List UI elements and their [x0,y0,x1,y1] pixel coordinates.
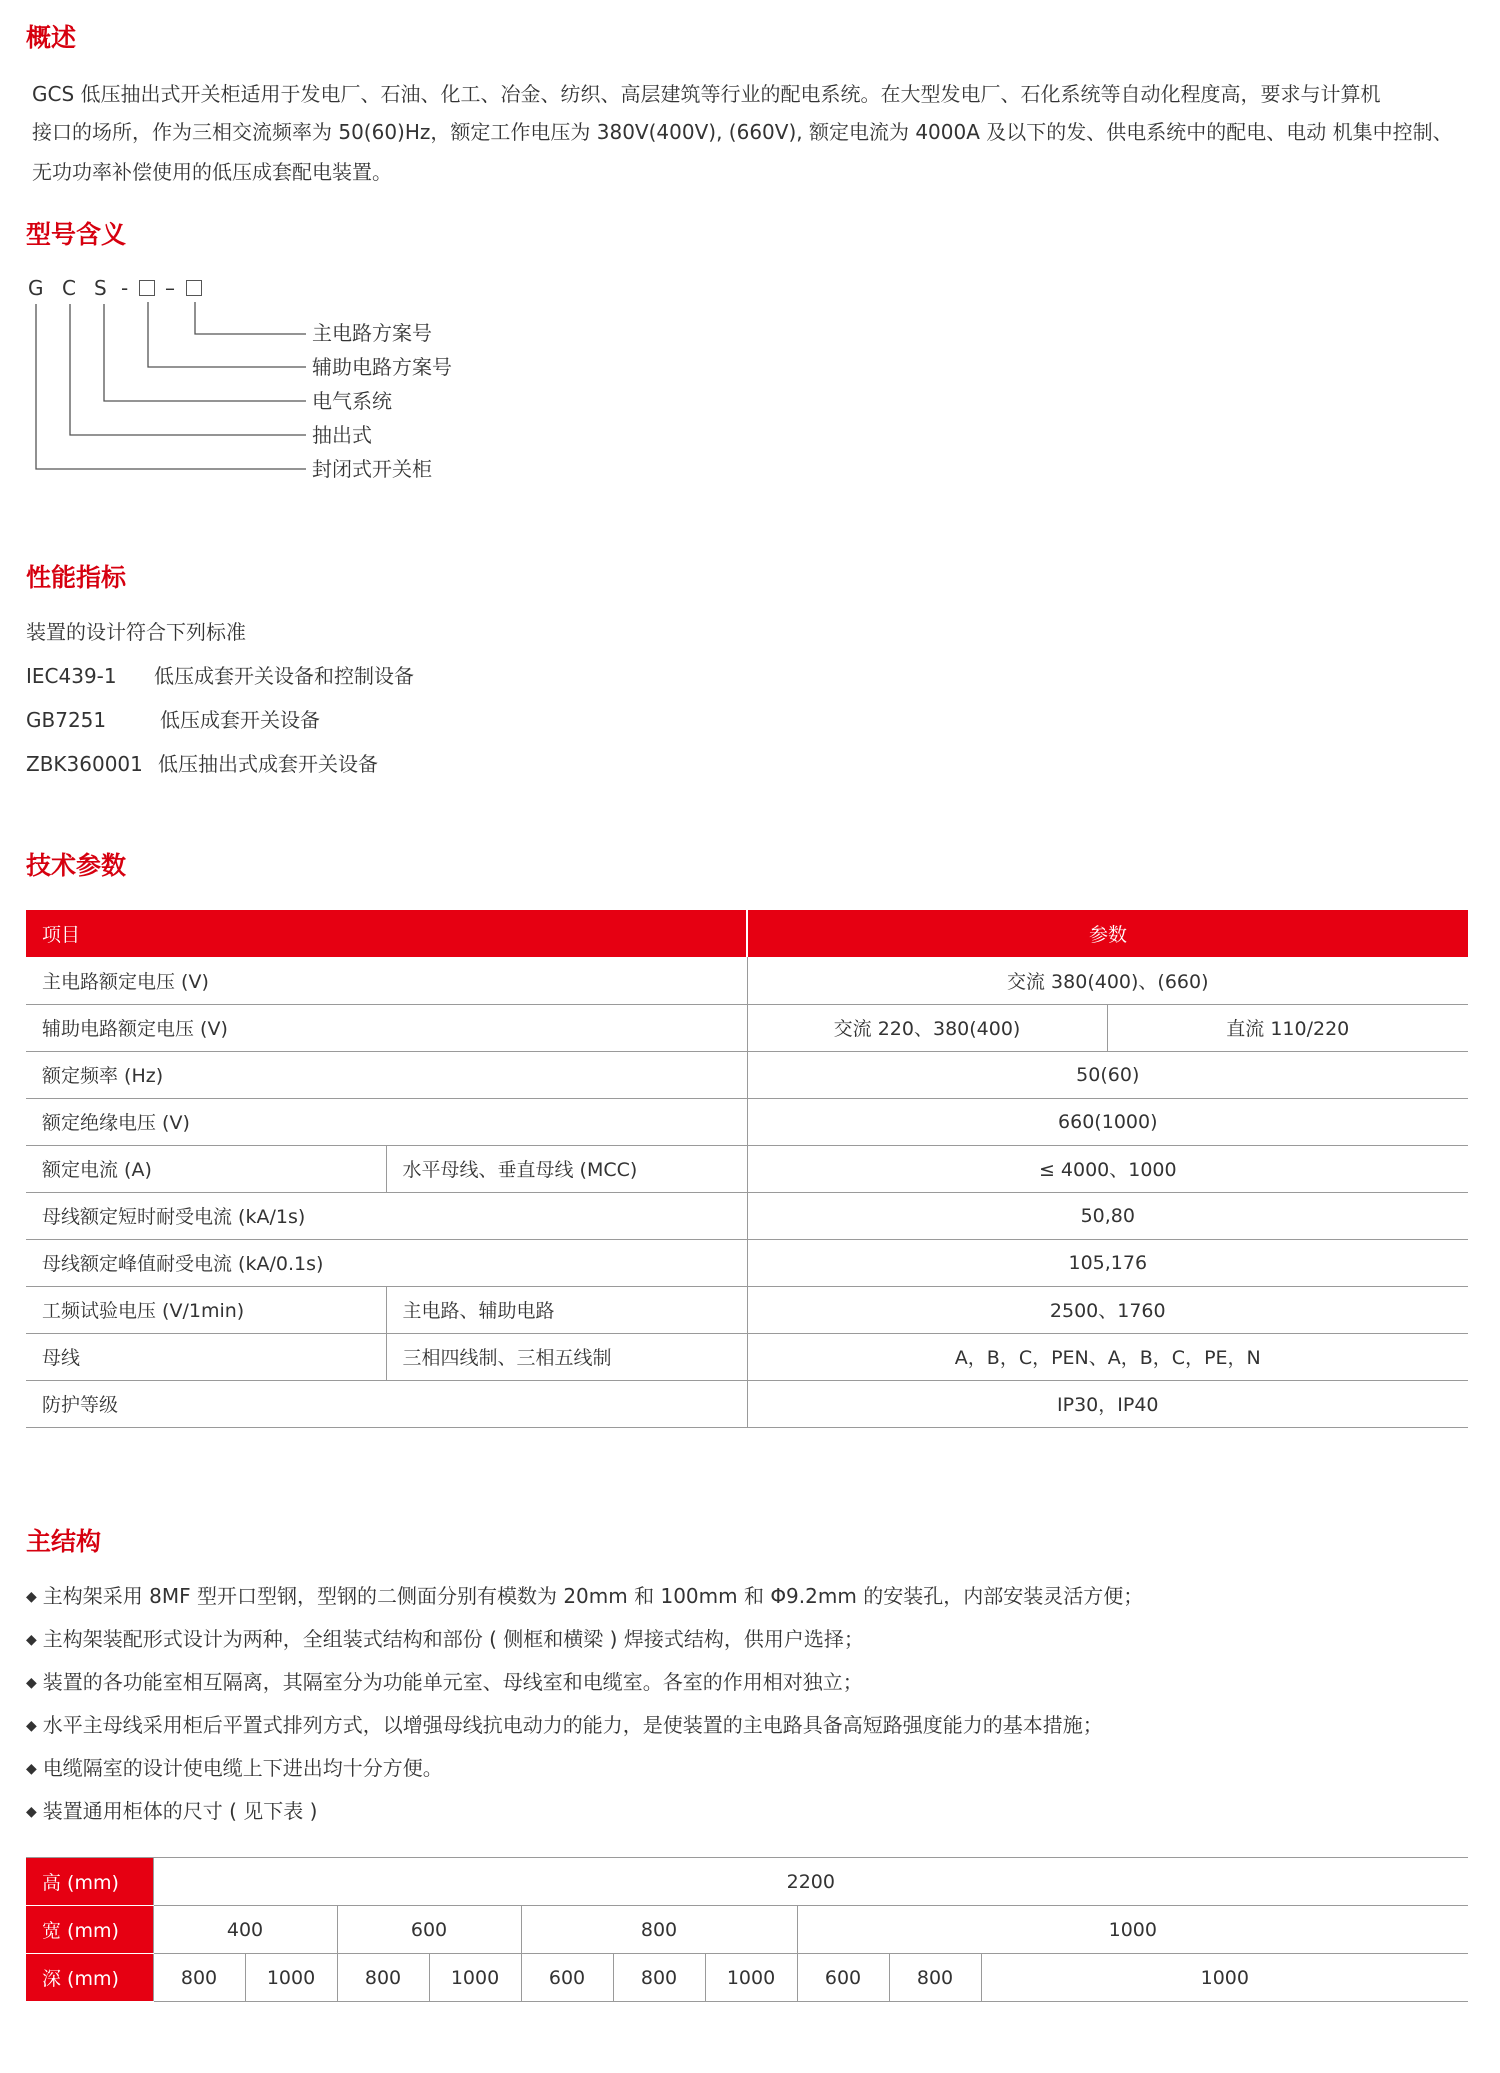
list-item [26,1623,864,1656]
dims-width-label: 宽 (mm) [26,1906,153,1954]
table-row [26,1192,1468,1239]
row-value-ac: 交流 220、380(400) [747,1004,1107,1051]
dims-depth-value: 1000 [981,1954,1468,2002]
bullet-text: 装置通用柜体的尺寸 ( 见下表 ) [42,1799,318,1823]
tech-header-param: 参数 [747,910,1468,957]
overview-title: 概述 [26,23,77,52]
bullet-text: 水平主母线采用柜后平置式排列方式，以增强母线抗电动力的能力，是使装置的主电路具备高短路强度能力的基本措施； [42,1713,1103,1737]
model-label-electrical-system: 电气系统 [312,389,392,413]
dims-depth-value: 800 [889,1954,981,2002]
dims-depth-value: 1000 [429,1954,521,2002]
dims-height-label: 高 (mm) [26,1858,153,1906]
list-item [26,1666,863,1699]
dims-width-value: 800 [521,1906,797,1954]
diamond-bullet-icon: ◆ [26,1718,37,1734]
table-row [26,957,1468,1004]
dims-height-row [26,1858,1468,1906]
tech-title: 技术参数 [26,851,127,880]
row-sub-label: 三相四线制、三相五线制 [386,1333,747,1380]
performance-intro: 装置的设计符合下列标准 [26,620,246,644]
model-dash-2: – [165,276,175,300]
row-value: 50(60) [747,1051,1468,1098]
diamond-bullet-icon: ◆ [26,1675,37,1691]
row-value: 2500、1760 [747,1286,1468,1333]
model-letter-s: S [94,276,107,300]
dims-depth-value: 600 [521,1954,613,2002]
table-row [26,1098,1468,1145]
model-connector-lines [0,0,320,480]
connector-electrical-system [104,304,306,401]
table-row [26,1145,1468,1192]
dims-depth-value: 800 [153,1954,245,2002]
row-value: 交流 380(400)、(660) [747,957,1468,1004]
bullet-text: 主构架采用 8MF 型开口型钢，型钢的二侧面分别有模数为 20mm 和 100mm 和 Φ9.2mm 的安装孔，内部安装灵活方便； [42,1584,1144,1608]
row-sub-label: 水平母线、垂直母线 (MCC) [386,1145,747,1192]
table-row [26,1333,1468,1380]
table-row [26,1004,1468,1051]
model-label-main-circuit: 主电路方案号 [312,321,432,345]
performance-title: 性能指标 [26,563,127,592]
connector-enclosed [36,304,306,469]
table-row [26,1380,1468,1427]
dims-height-value: 2200 [153,1858,1468,1906]
dims-depth-value: 1000 [245,1954,337,2002]
dims-depth-label: 深 (mm) [26,1954,153,2002]
model-title: 型号含义 [26,220,127,249]
row-label: 额定电流 (A) [26,1145,386,1192]
connector-main-circuit [195,302,306,334]
row-value: 50,80 [747,1192,1468,1239]
list-item [26,1580,1143,1613]
dims-depth-value: 800 [613,1954,705,2002]
bullet-text: 装置的各功能室相互隔离，其隔室分为功能单元室、母线室和电缆室。各室的作用相对独立； [42,1670,863,1694]
list-item [26,1709,1103,1742]
dims-width-value: 1000 [797,1906,1468,1954]
diamond-bullet-icon: ◆ [26,1589,37,1605]
overview-line-3: 无功功率补偿使用的低压成套配电装置。 [32,160,392,184]
row-sub-label: 主电路、辅助电路 [386,1286,747,1333]
list-item [26,1752,443,1785]
dims-depth-value: 1000 [705,1954,797,2002]
table-row [26,1239,1468,1286]
dimensions-table [26,1857,1468,2002]
model-letter-c: C [62,276,76,300]
diamond-bullet-icon: ◆ [26,1804,37,1820]
model-dash-1: - [121,276,129,300]
row-label: 母线额定峰值耐受电流 (kA/0.1s) [26,1239,747,1286]
structure-title: 主结构 [26,1527,102,1556]
list-item [26,1795,317,1828]
standard-name-3: 低压抽出式成套开关设备 [158,752,378,776]
standard-name-1: 低压成套开关设备和控制设备 [154,664,414,688]
row-value: 105,176 [747,1239,1468,1286]
diamond-bullet-icon: ◆ [26,1761,37,1777]
bullet-text: 主构架装配形式设计为两种，全组装式结构和部份 ( 侧框和横梁 ) 焊接式结构，供用户选择； [42,1627,864,1651]
row-value: ≤ 4000、1000 [747,1145,1468,1192]
tech-params-table [26,910,1468,1428]
row-label: 额定绝缘电压 (V) [26,1098,747,1145]
standard-code-3: ZBK360001 [26,752,143,776]
row-value: A，B，C，PEN、A，B，C，PE，N [747,1333,1468,1380]
connector-drawout [70,304,306,435]
dims-width-row [26,1906,1468,1954]
row-value-dc: 直流 110/220 [1107,1004,1468,1051]
dims-width-value: 600 [337,1906,521,1954]
tech-header-row [26,910,1468,957]
row-label: 辅助电路额定电压 (V) [26,1004,747,1051]
standard-code-2: GB7251 [26,708,107,732]
model-label-drawout: 抽出式 [312,423,372,447]
row-label: 工频试验电压 (V/1min) [26,1286,386,1333]
overview-line-1: GCS 低压抽出式开关柜适用于发电厂、石油、化工、冶金、纺织、高层建筑等行业的配电系统。在大型发电厂、石化系统等自动化程度高，要求与计算机 [32,82,1381,106]
dims-depth-row [26,1954,1468,2002]
row-label: 母线额定短时耐受电流 (kA/1s) [26,1192,747,1239]
model-label-enclosed: 封闭式开关柜 [312,457,432,481]
row-value: 660(1000) [747,1098,1468,1145]
row-value: IP30，IP40 [747,1380,1468,1427]
standard-name-2: 低压成套开关设备 [160,708,320,732]
dims-depth-value: 800 [337,1954,429,2002]
row-label: 防护等级 [26,1380,747,1427]
overview-line-2: 接口的场所，作为三相交流频率为 50(60)Hz，额定工作电压为 380V(400V), (660V), 额定电流为 4000A 及以下的发、供电系统中的配电、电动 机集中控制、 [32,120,1453,144]
tech-header-item: 项目 [26,910,747,957]
row-label: 主电路额定电压 (V) [26,957,747,1004]
model-label-aux-circuit: 辅助电路方案号 [312,355,452,379]
bullet-text: 电缆隔室的设计使电缆上下进出均十分方便。 [42,1756,443,1780]
standard-code-1: IEC439-1 [26,664,117,688]
table-row [26,1286,1468,1333]
dims-depth-value: 600 [797,1954,889,2002]
model-letter-g: G [28,276,44,300]
dims-width-value: 400 [153,1906,337,1954]
row-label: 额定频率 (Hz) [26,1051,747,1098]
diamond-bullet-icon: ◆ [26,1632,37,1648]
table-row [26,1051,1468,1098]
row-label: 母线 [26,1333,386,1380]
